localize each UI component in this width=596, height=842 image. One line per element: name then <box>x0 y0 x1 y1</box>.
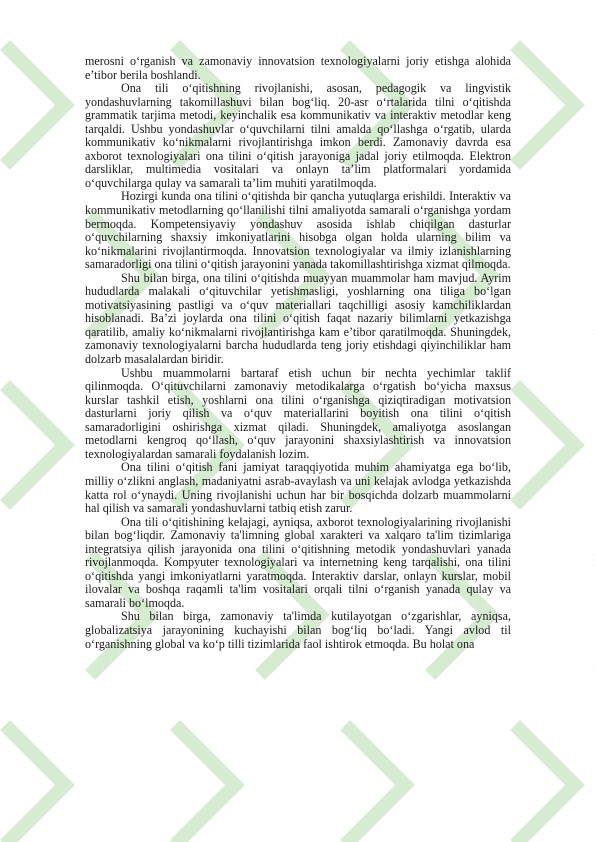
watermark-chevron <box>10 390 65 500</box>
watermark-chevron <box>180 730 235 840</box>
paragraph-1: merosni o‘rganish va zamonaviy innovatsion texnologiyalarni joriy etishga alohida e’tibor berila boshlandi. <box>85 54 511 82</box>
paragraph-3: Hozirgi kunda ona tilini o‘qitishda bir qancha yutuqlarga erishildi. Interaktiv va kommunikativ metodlarning qo‘llanilishi tilni amaliyotda samarali o‘rganishga yordam bermoqda. Kompetensiyaviy yondashuv asosida ishlab chiqilgan dasturlar o‘quvchilarning shaxsiy imkoniyatlarini hisobga olgan holda ularning bilim va ko‘nikmalarini rivojlantirmoqda. Innovatsion texnologiyalar va ilmiy izlanishlarning samaradorligi ona tilini o‘qitish jarayonini yanada takomillashtirishga xizmat qilmoqda. <box>85 189 511 272</box>
paragraph-8: Shu bilan birga, zamonaviy ta'limda kutilayotgan o‘zgarishlar, ayniqsa, globalizatsiya jarayonining kuchayishi bilan bog‘liq bo‘ladi. Yangi avlod til o‘rganishning global va ko‘p tilli tizimlarida faol ishtirok etmoqda. Bu holat ona <box>85 609 511 651</box>
watermark-chevron <box>10 50 65 160</box>
watermark-chevron <box>520 730 575 840</box>
document-body <box>85 55 511 651</box>
paragraph-4: Shu bilan birga, ona tilini o‘qitishda muayyan muammolar ham mavjud. Ayrim hududlarda malakali o‘qituvchilar yetishmasligi, yoshlarning ona tiliga bo‘lgan motivatsiyasining pastligi va o‘quv materiallari taqchilligi asosiy kamchiliklardan hisoblanadi. Ba’zi joylarda ona tilini o‘qitish faqat nazariy bilimlarni yetkazishga qaratilib, amaliy ko‘nikmalarni rivojlantirishga kam e’tibor qaratilmoqda. Shuningdek, zamonaviy texnologiyalarni barcha hududlarda teng joriy etishdagi qiyinchiliklar ham dolzarb masalalardan biridir. <box>85 270 511 367</box>
paragraph-7: Ona tili o‘qitishining kelajagi, ayniqsa, axborot texnologiyalarining rivojlanishi bilan bog‘liqdir. Zamonaviy ta'limning global xarakteri va xalqaro ta'lim tizimlariga integratsiya qilish jarayonida ona tilini o‘qitishning metodik yondashuvlari yanada rivojlanmoqda. Kompyuter texnologiyalari va internetning keng tarqalishi, ona tilini o‘qitishda yangi imkoniyatlarni yaratmoqda. Interaktiv darslar, onlayn kurslar, mobil ilovalar va boshqa raqamli ta'lim vositalari orqali tilni o‘rganish yanada qulay va samarali bo‘lmoqda. <box>85 514 511 610</box>
paragraph-6: Ona tilini o‘qitish fani jamiyat taraqqiyotida muhim ahamiyatga ega bo‘lib, milliy o‘zlikni anglash, madaniyatni asrab-avaylash va uni kelajak avlodga yetkazishda katta rol o‘ynaydi. Uning rivojlanishi uchun har bir bosqichda dolzarb muammolarni hal qilish va samarali yondashuvlarni tatbiq etish zarur. <box>85 460 511 516</box>
watermark-chevron <box>10 730 65 840</box>
watermark-chevron <box>520 390 575 500</box>
watermark-chevron <box>520 50 575 160</box>
watermark-chevron <box>350 730 405 840</box>
paragraph-2: Ona tili o‘qitishning rivojlanishi, asosan, pedagogik va lingvistik yondashuvlarning takomillashuvi bilan bog‘liq. 20-asr o‘rtalarida tilni o‘qitishda grammatik tarjima metodi, keyinchalik esa kommunikativ va interaktiv metodlar keng tarqaldi. Ushbu yondashuvlar o‘quvchilarni tilni amalda qo‘llashga o‘rgatib, ularda kommunikativ ko‘nikmalarni rivojlantirishga imkon berdi. Zamonaviy davrda esa axborot texnologiyalari ona tilini o‘qitish jarayoniga jadal joriy etilmoqda. Elektron darsliklar, multimedia vositalari va onlayn ta’lim platformalari yordamida o‘quvchilarga qulay va samarali ta’lim muhiti yaratilmoqda. <box>85 81 511 190</box>
paragraph-5: Ushbu muammolarni bartaraf etish uchun bir nechta yechimlar taklif qilinmoqda. O‘qituvchilarni zamonaviy metodikalarga o‘rgatish bo‘yicha maxsus kurslar tashkil etish, yoshlarni ona tilini o‘rganishga qiziqtiradigan motivatsion dasturlarni joriy qilish va o‘quv materiallarini boyitish ona tilini o‘qitish samaradorligini oshirishga xizmat qiladi. Shuningdek, amaliyotga asoslangan metodlarni kengroq qo‘llash, o‘quv jarayonini shaxsiylashtirish va innovatsion texnologiyalardan samarali foydalanish lozim. <box>85 365 511 461</box>
